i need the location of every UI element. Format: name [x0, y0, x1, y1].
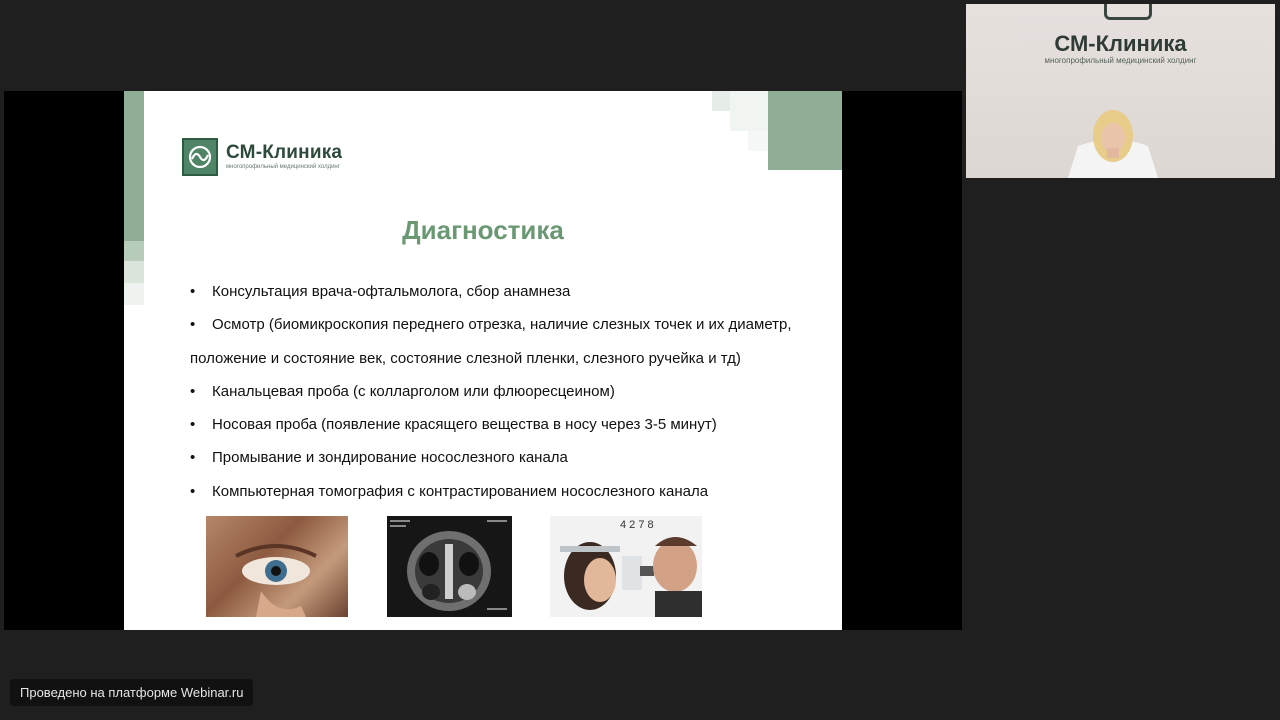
bullet-text: Носовая проба (появление красящего вещества в носу через 3-5 минут): [212, 416, 717, 434]
decor-stripe: [124, 283, 144, 305]
wall-logo-icon: [1104, 4, 1152, 20]
bullet-marker: •: [190, 482, 196, 500]
bullet-text: Осмотр (биомикроскопия переднего отрезка, наличие слезных точек и их диаметр,: [212, 316, 792, 334]
decor-square: [730, 91, 768, 131]
decor-square: [768, 91, 842, 170]
bullet-marker: •: [190, 316, 196, 334]
presenter-webcam: [966, 4, 1275, 178]
eye-chart-text: 4 2 7 8: [620, 519, 654, 531]
bullet-marker: •: [190, 283, 196, 300]
bullet-text: Канальцевая проба (с колларголом или флюоресцеином): [212, 382, 615, 400]
list-item: [190, 447, 840, 480]
list-item: [190, 381, 840, 414]
logo-subtitle: многопрофильный медицинский холдинг: [226, 164, 340, 170]
bullet-marker: •: [190, 449, 196, 467]
bullet-marker: •: [190, 416, 196, 434]
clinic-logo: [182, 138, 342, 176]
platform-badge[interactable]: Проведено на платформе Webinar.ru: [10, 679, 253, 706]
decor-stripe: [124, 261, 144, 283]
bullet-text: Консультация врача-офтальмолога, сбор анамнеза: [212, 283, 571, 300]
list-item: [190, 481, 840, 514]
wall-brand-subtitle: многопрофильный медицинский холдинг: [1044, 56, 1197, 65]
presentation-slide: [124, 91, 842, 630]
list-item: [190, 414, 840, 447]
bullet-text: Промывание и зондирование носослезного канала: [212, 449, 568, 467]
decor-square: [712, 91, 730, 111]
slide-title: Диагностика: [402, 215, 564, 245]
presenter-figure: [1058, 108, 1168, 178]
bullet-marker: •: [190, 382, 196, 400]
list-item: [190, 281, 840, 314]
eye-exam-photo: [206, 516, 348, 617]
list-item-continuation: [190, 348, 840, 381]
bullet-text: положение и состояние век, состояние слезной пленки, слезного ручейка и тд): [190, 349, 741, 367]
ct-scan-image: [387, 516, 512, 617]
bullet-list: [190, 281, 840, 514]
wall-brand-text: СМ-Клиника: [1054, 31, 1187, 56]
list-item: [190, 314, 840, 347]
logo-name: СМ-Клиника: [226, 142, 343, 163]
logo-icon: [182, 138, 218, 176]
slit-lamp-exam-photo: [550, 516, 702, 617]
bullet-text: Компьютерная томография с контрастированием носослезного канала: [212, 482, 709, 500]
screen-share-area: [4, 91, 962, 630]
decor-square: [748, 131, 768, 151]
